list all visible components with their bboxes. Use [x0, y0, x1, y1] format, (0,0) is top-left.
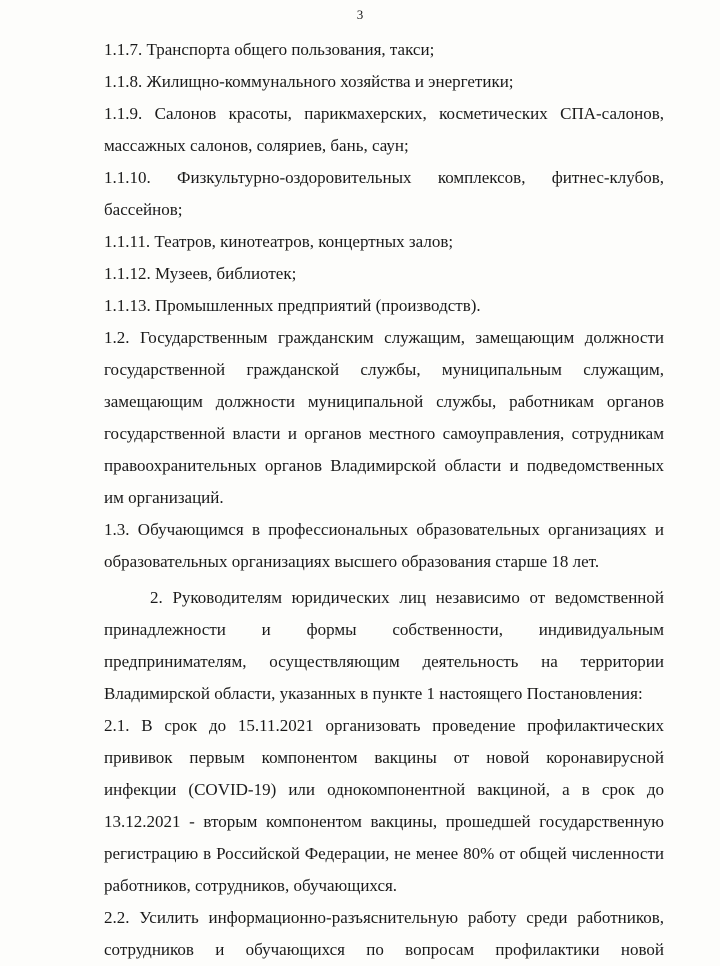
paragraph-1-1-10: 1.1.10. Физкультурно-оздоровительных комплексов, фитнес-клубов, бассейнов;	[104, 168, 664, 219]
page-number: 3	[356, 7, 364, 22]
paragraph-1-2: 1.2. Государственным гражданским служащим, замещающим должности государственной гражданской службы, муниципальным служащим, замещающим должности муниципальной службы, работникам органов государственной власти и органов местного самоуправления, сотрудникам правоохранительных органов Владимирской области и подведомственных им организаций.	[104, 328, 664, 507]
paragraph-2-1: 2.1. В срок до 15.11.2021 организовать проведение профилактических прививок первым компонентом вакцины от новой коронавирусной инфекции (COVID-19) или однокомпонентной вакциной, а в срок до 13.12.2021 - вторым компонентом вакцины, прошедшей государственную регистрацию в Российской Федерации, не менее 80% от общей численности работников, сотрудников, обучающихся.	[104, 716, 664, 895]
paragraph-1-1-11: 1.1.11. Театров, кинотеатров, концертных залов;	[104, 232, 454, 251]
paragraph-2-2: 2.2. Усилить информационно-разъяснительную работу среди работников, сотрудников и обучающихся по вопросам профилактики новой	[104, 908, 664, 959]
paragraph-1-1-9: 1.1.9. Салонов красоты, парикмахерских, косметических СПА-салонов, массажных салонов, соляриев, бань, саун;	[104, 104, 664, 155]
paragraph-1-1-13: 1.1.13. Промышленных предприятий (производств).	[104, 296, 481, 315]
paragraph-1-1-8: 1.1.8. Жилищно-коммунального хозяйства и энергетики;	[104, 72, 514, 91]
paragraph-1-1-7: 1.1.7. Транспорта общего пользования, такси;	[104, 40, 435, 59]
document-body	[104, 34, 664, 966]
paragraph-1-1-12: 1.1.12. Музеев, библиотек;	[104, 264, 297, 283]
paragraph-1-3: 1.3. Обучающимся в профессиональных образовательных организациях и образовательных организациях высшего образования старше 18 лет.	[104, 520, 664, 571]
paragraph-2: 2. Руководителям юридических лиц независимо от ведомственной принадлежности и формы собственности, индивидуальным предпринимателям, осуществляющим деятельность на территории Владимирской области, указанных в пункте 1 настоящего Постановления:	[104, 588, 664, 703]
